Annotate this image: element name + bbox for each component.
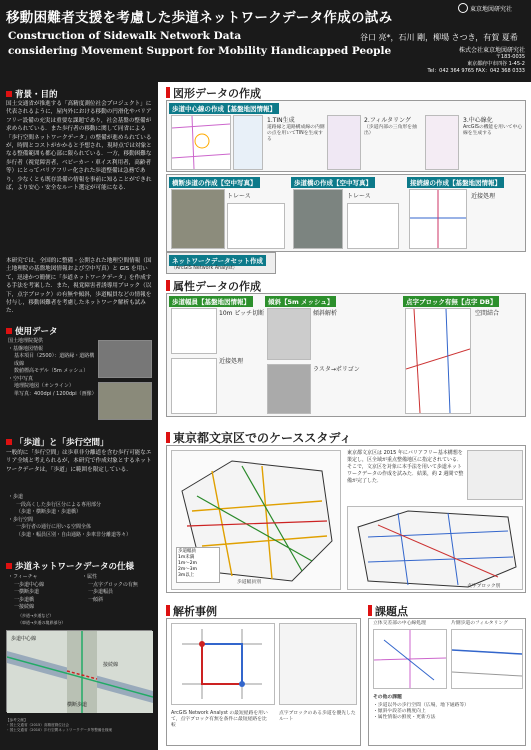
- step-3-caption: ArcGISの機能を用いて中心線を生成する: [463, 125, 523, 136]
- case-text: 東京都文京区は 2015 年にバリアフリー基本構想を策定し，区全域が重点整備地区に指定されている．そこで，文京区を対象に本手法を用いて歩道ネットワークデータの作成を試みた．結果，約 2 週間で整備が完了した．: [347, 450, 464, 484]
- slope-polygon: [267, 364, 311, 414]
- step-2: 2.フィルタリング: [364, 117, 411, 124]
- heading-case: 東京都文京区でのケーススタディ: [166, 429, 526, 448]
- panel-dataset: [166, 252, 276, 274]
- heading-attribute: 属性データの作成: [166, 278, 526, 296]
- tab-centerline: 歩道中心線の作成【基盤地図情報】: [169, 103, 279, 114]
- aerial-photo-image: [98, 382, 152, 420]
- company-logo: [458, 3, 528, 13]
- address-line: Tel：042 364 9765 FAX：042 368 0333: [427, 68, 525, 74]
- case-legend: 歩道幅員 1m未満 1m～2m 2m～3m 3m以上: [176, 547, 220, 583]
- analysis-map-2: [279, 623, 357, 705]
- diagram-label: 横断歩道: [67, 702, 88, 708]
- spec-diagram: [6, 630, 152, 712]
- background-text2: 本研究では，全国的に整備・公開された地理空間情報（国土地理院の基盤地図情報および空中写真）と GIS を用いて，迅速かつ簡便に「歩道ネットワークデータ」を作成する手法を考案した．また，視覚障害者誘導用ブロック（以下，点字ブロック）の有無や傾斜，歩道幅員などの情報を付与し，移動困難者を考慮したネットワーク解析も試みた．: [6, 258, 152, 315]
- panel-analysis: [166, 618, 361, 746]
- issue-map-2: [451, 629, 523, 689]
- data-list: 国土地理院提供 ・基盤地図情報 基本項目（2500）：道路縁・道路構成線 数値標高モデル（5m メッシュ） ・空中写真 地理院地図（オンライン） 単写真：400dpi / 1200dpi（画像）: [8, 338, 97, 397]
- case-map2-caption: 点字ブロック別: [467, 584, 501, 589]
- issues-others-heading: その他の課題: [373, 695, 402, 700]
- centerline-map: [171, 115, 231, 170]
- heading-issues: 課題点: [368, 603, 526, 621]
- tab-dataset: ネットワークデータセット作成: [169, 255, 266, 266]
- braille-map: [405, 308, 471, 414]
- filter-image: [327, 115, 361, 170]
- title-japanese: 移動困難者支援を考慮した歩道ネットワークデータ作成の試み: [6, 10, 393, 26]
- issue-1: 立体交差部の中心線処理: [373, 621, 426, 626]
- bullet-square-icon: [6, 91, 12, 97]
- heading-geometry: 図形データの作成: [166, 85, 526, 103]
- issue-map-1: [373, 629, 447, 689]
- address-line: 〒183-0035: [495, 54, 525, 60]
- issue-2: 片側歩道のフィルタリング: [451, 621, 508, 626]
- authors: 谷口 亮*，石川 剛，柳場 さつき，有賀 夏希: [360, 33, 518, 42]
- issues-others: ・歩道以外の歩行空間（広場，地下通路等） ・傾斜や段差の精度向上 ・属性情報の鮮度・更新方法: [373, 703, 469, 720]
- bullet-square-icon: [6, 563, 12, 569]
- width-step: 近接処理: [219, 358, 244, 365]
- analysis-map-1: [171, 623, 275, 705]
- tab-slope: 傾斜【5m メッシュ】: [265, 296, 336, 307]
- address-line: 東京都府中市四谷 1-45-2: [467, 61, 525, 67]
- dataset-sub: （ArcGIS Network Analyst）: [171, 266, 238, 271]
- panel-case: [166, 445, 526, 593]
- panel-issues: [368, 618, 526, 746]
- sidewalk-text: 一般的に「歩行空間」は歩車非分離道を含む歩行可能なエリア全域と考えられるが，本研究で作成対象とするネットワークデータは，「歩道」に範囲を限定している．: [6, 450, 152, 473]
- sidewalk-list: ・歩道 一段高くした歩行区分による専用部分 （歩道・横断歩道・歩道橋） ・歩行空間 一歩行者の通行に用いる空間全体 （歩道・幅員区別・自由通路・歩車非分離道等々）: [8, 494, 132, 538]
- connector-map: [409, 189, 467, 249]
- diagram-label: 接続線: [103, 662, 119, 668]
- diagram-label: 歩道中心線: [11, 636, 37, 642]
- heading-data: 使用データ: [6, 325, 58, 337]
- logo-mark-icon: [458, 3, 468, 13]
- step-1-caption: 道路縁と道路構成線の内側の点を用いてTINを生成する: [267, 125, 325, 142]
- heading-background: 背景・目的: [6, 88, 58, 100]
- title-english-line1: Construction of Sidewalk Network Data: [8, 30, 242, 42]
- step-2-caption: （歩道内部の三角形を抽出）: [364, 125, 417, 136]
- analysis-caption-2: 点字ブロックのある歩道を優先したルート: [279, 711, 356, 722]
- panel-crosswalk-bridge-connector: [166, 174, 526, 252]
- width-map2: [171, 358, 217, 414]
- tab-braille: 点字ブロック有無【点字 DB】: [403, 296, 499, 307]
- width-step: 10m ピッチ切断: [219, 310, 265, 317]
- case-map-braille: [347, 506, 523, 590]
- case-map1-caption: 歩道幅員別: [237, 580, 261, 585]
- crosswalk-caption: トレース: [227, 193, 251, 200]
- tab-connector: 接続線の作成【基盤地図情報】: [407, 177, 504, 188]
- panel-attribute: [166, 293, 526, 417]
- background-text: 国土交通省が推進する「高精度測位社会プロジェクト」に代表されるように，屋内外における移動の円滑化やバリアフリー設備の充実は重要な課題であり，社会基盤の整備が求められている．また歩行者の移動に関して同省による「歩行空間ネットワークデータ」の整備が進められているが，時間とコストがかかると予想され，現時点では対象となる整備範囲も都心部に限られている．一方，移動困難な歩行者（視覚障害者，ベビーカー・車イス利用者，高齢者等）にとってバリアフリー化された歩道整備は急務であり，少なくとも既存設備の情報を事前に知ることができれば，より安心・安全なルート選定が可能になる．: [6, 101, 152, 192]
- width-map: [171, 308, 217, 354]
- footer-notes: 【参考文献】 ・国土交通省（2015）高精度測位社会 ・国土交通省（2010）歩行空間ネットワークデータ等整備仕様案: [6, 718, 113, 732]
- crosswalk-photo: [171, 189, 225, 249]
- title-english-line2: considering Movement Support for Mobility Handicapped People: [8, 45, 392, 57]
- tab-bridge: 歩道橋の作成【空中写真】: [291, 177, 375, 188]
- heading-analysis: 解析事例: [166, 603, 361, 621]
- case-map-width: [171, 450, 341, 590]
- spec-attributes: ・属性 一点字ブロックの有無 一歩道幅員 一傾斜: [82, 574, 138, 603]
- slope-step: 傾斜解析: [313, 310, 338, 317]
- bridge-photo: [293, 189, 343, 249]
- slope-step: ラスタ→ポリゴン: [313, 366, 360, 373]
- bullet-square-icon: [6, 328, 12, 334]
- tab-width: 歩道幅員【基盤地図情報】: [169, 296, 253, 307]
- heading-sidewalk: 「歩道」と「歩行空間」: [6, 436, 109, 448]
- tin-image: [233, 115, 263, 170]
- analysis-caption-1: ArcGIS Network Analyst の最短経路を用いて，点字ブロック有無を条件に最短経路を比較: [171, 711, 268, 728]
- bridge-trace: [347, 203, 399, 249]
- connector-caption: 近接処理: [471, 193, 496, 200]
- spec-features: ・フィーチャ 一歩道中心線 一横断歩道 一歩道橋 一接続線 （歩道→歩道など） （車道→歩道の境界部分）: [8, 574, 66, 625]
- bullet-square-icon: [6, 439, 12, 445]
- crosswalk-trace: [227, 203, 285, 249]
- bridge-caption: トレース: [347, 193, 371, 200]
- affiliation: 株式会社東京地図研究社: [458, 47, 525, 54]
- address: [400, 54, 525, 75]
- heading-spec: 歩道ネットワークデータの仕様: [6, 560, 134, 572]
- tab-crosswalk: 横断歩道の作成【空中写真】: [169, 177, 260, 188]
- poster-header: [0, 0, 531, 82]
- tokyo-location-map: [467, 450, 523, 500]
- panel-centerline: [166, 100, 526, 172]
- dem-image: [98, 340, 152, 378]
- slope-raster: [267, 308, 311, 360]
- braille-step: 空間結合: [475, 310, 500, 317]
- step-1: 1.TIN生成: [267, 117, 295, 124]
- centerline-image: [425, 115, 459, 170]
- logo-text: 東京地図研究社: [470, 5, 513, 13]
- step-3: 3.中心線化: [463, 117, 493, 124]
- left-column: [0, 82, 158, 750]
